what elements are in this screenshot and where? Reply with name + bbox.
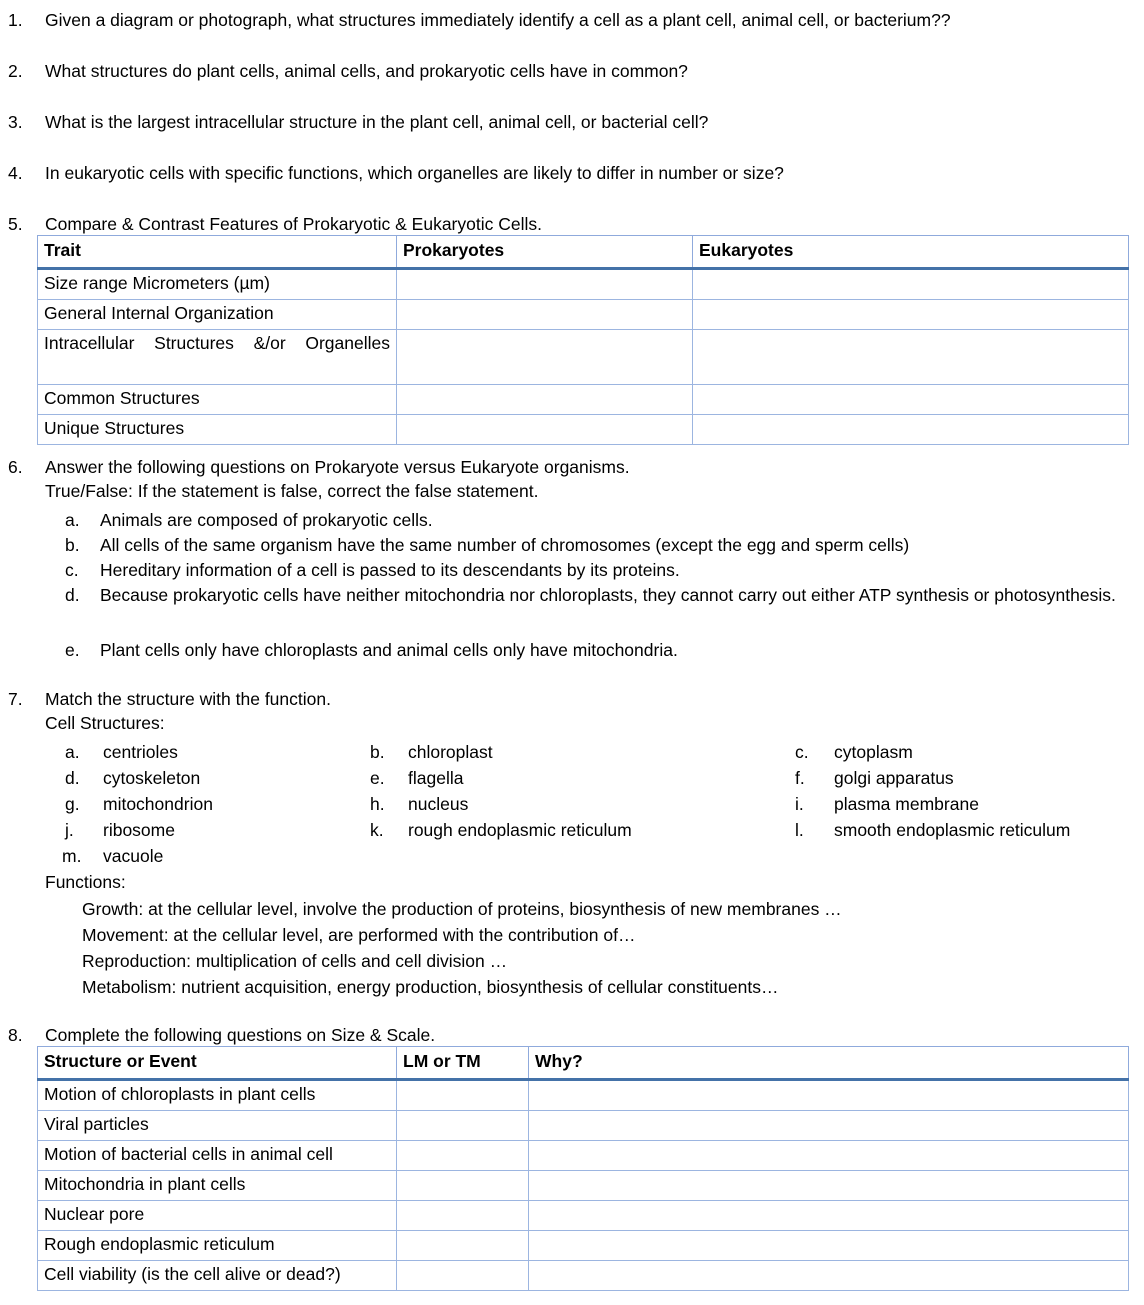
table5-cell-eukaryotes[interactable] [693, 330, 1129, 385]
table8-cell-why[interactable] [529, 1201, 1129, 1231]
function-reproduction: Reproduction: multiplication of cells and cell division … [82, 951, 508, 971]
question-1-number: 1. [8, 10, 23, 30]
item-text: cytoskeleton [103, 768, 201, 788]
table8-cell-lm-or-tm[interactable] [397, 1231, 529, 1261]
table8-cell-structure: Motion of chloroplasts in plant cells [38, 1080, 397, 1111]
table8-cell-lm-or-tm[interactable] [397, 1201, 529, 1231]
function-metabolism: Metabolism: nutrient acquisition, energy production, biosynthesis of cellular constituents… [82, 977, 779, 997]
question-3-number: 3. [8, 112, 23, 132]
function-movement: Movement: at the cellular level, are performed with the contribution of… [82, 925, 636, 945]
table8-cell-lm-or-tm[interactable] [397, 1261, 529, 1291]
table-row [38, 1231, 1129, 1261]
question-5-number: 5. [8, 214, 23, 234]
item-text: Animals are composed of prokaryotic cells. [100, 510, 433, 530]
item-marker: j. [65, 820, 74, 840]
item-text: flagella [408, 768, 464, 788]
item-text: Because prokaryotic cells have neither mitochondria nor chloroplasts, they cannot carry out either ATP synthesis or photosynthesis. [100, 585, 1116, 605]
item-marker: d. [65, 768, 80, 788]
table-row [38, 415, 1129, 445]
table8-cell-why[interactable] [529, 1111, 1129, 1141]
item-marker: a. [65, 742, 80, 762]
item-marker: l. [795, 820, 804, 840]
question-2-number: 2. [8, 61, 23, 81]
table5-cell-eukaryotes[interactable] [693, 269, 1129, 300]
table8-cell-lm-or-tm[interactable] [397, 1080, 529, 1111]
item-text: centrioles [103, 742, 178, 762]
table-row [38, 1261, 1129, 1291]
table-header-row [38, 236, 1129, 269]
item-text: ribosome [103, 820, 175, 840]
item-marker: f. [795, 768, 805, 788]
question-3-text: What is the largest intracellular structure in the plant cell, animal cell, or bacterial cell? [45, 112, 709, 132]
table-row [38, 1080, 1129, 1111]
table5-cell-trait: General Internal Organization [38, 300, 397, 330]
item-text: plasma membrane [834, 794, 979, 814]
table5-cell-prokaryotes[interactable] [397, 269, 693, 300]
table8-cell-lm-or-tm[interactable] [397, 1111, 529, 1141]
table-row [38, 269, 1129, 300]
table-header-row [38, 1047, 1129, 1080]
table5-header-prokaryotes: Prokaryotes [397, 236, 693, 269]
question-8-number: 8. [8, 1025, 23, 1045]
table5-cell-trait: Unique Structures [38, 415, 397, 445]
table-row [38, 1141, 1129, 1171]
cell-structures-label: Cell Structures: [45, 713, 165, 733]
item-marker: c. [65, 560, 79, 580]
item-marker: h. [370, 794, 385, 814]
prokaryote-eukaryote-comparison-table [37, 235, 1129, 445]
table8-cell-why[interactable] [529, 1080, 1129, 1111]
table8-cell-structure: Mitochondria in plant cells [38, 1171, 397, 1201]
item-text: golgi apparatus [834, 768, 954, 788]
table5-cell-prokaryotes[interactable] [397, 330, 693, 385]
table8-cell-why[interactable] [529, 1261, 1129, 1291]
table5-cell-trait: Common Structures [38, 385, 397, 415]
table8-header-lm-or-tm: LM or TM [397, 1047, 529, 1080]
table5-cell-prokaryotes[interactable] [397, 385, 693, 415]
table5-cell-eukaryotes[interactable] [693, 300, 1129, 330]
item-marker: c. [795, 742, 809, 762]
question-4-text: In eukaryotic cells with specific functions, which organelles are likely to differ in number or size? [45, 163, 784, 183]
item-marker: g. [65, 794, 80, 814]
table5-cell-eukaryotes[interactable] [693, 415, 1129, 445]
item-text: smooth endoplasmic reticulum [834, 820, 1071, 840]
item-text: chloroplast [408, 742, 493, 762]
table-row [38, 385, 1129, 415]
table5-cell-prokaryotes[interactable] [397, 300, 693, 330]
question-4-number: 4. [8, 163, 23, 183]
item-marker: b. [65, 535, 80, 555]
item-text: vacuole [103, 846, 164, 866]
item-marker: k. [370, 820, 384, 840]
item-marker: m. [62, 846, 82, 866]
table8-header-why: Why? [529, 1047, 1129, 1080]
item-marker: e. [65, 640, 80, 660]
item-text: Hereditary information of a cell is passed to its descendants by its proteins. [100, 560, 680, 580]
table8-cell-structure: Motion of bacterial cells in animal cell [38, 1141, 397, 1171]
table-row [38, 1171, 1129, 1201]
table-row [38, 1111, 1129, 1141]
table5-cell-eukaryotes[interactable] [693, 385, 1129, 415]
table8-cell-lm-or-tm[interactable] [397, 1171, 529, 1201]
size-and-scale-table [37, 1046, 1129, 1291]
table5-header-trait: Trait [38, 236, 397, 269]
table5-cell-trait: Intracellular Structures &/or Organelles [38, 330, 397, 385]
table5-cell-trait: Size range Micrometers (µm) [38, 269, 397, 300]
item-text: rough endoplasmic reticulum [408, 820, 632, 840]
item-marker: i. [795, 794, 804, 814]
question-1-text: Given a diagram or photograph, what structures immediately identify a cell as a plant cell, animal cell, or bacterium?? [45, 10, 951, 30]
item-text: cytoplasm [834, 742, 913, 762]
table5-header-eukaryotes: Eukaryotes [693, 236, 1129, 269]
item-marker: a. [65, 510, 80, 530]
table8-header-structure: Structure or Event [38, 1047, 397, 1080]
table8-cell-why[interactable] [529, 1141, 1129, 1171]
table8-cell-structure: Viral particles [38, 1111, 397, 1141]
table8-cell-why[interactable] [529, 1171, 1129, 1201]
function-growth: Growth: at the cellular level, involve the production of proteins, biosynthesis of new membranes … [82, 899, 842, 919]
item-text: nucleus [408, 794, 469, 814]
item-marker: b. [370, 742, 385, 762]
question-7-number: 7. [8, 689, 23, 709]
item-marker: e. [370, 768, 385, 788]
table8-cell-lm-or-tm[interactable] [397, 1141, 529, 1171]
question-8-text: Complete the following questions on Size & Scale. [45, 1025, 436, 1045]
table8-cell-structure: Cell viability (is the cell alive or dead?) [38, 1261, 397, 1291]
table-row [38, 1201, 1129, 1231]
question-6-text: Answer the following questions on Prokaryote versus Eukaryote organisms. [45, 457, 630, 477]
table8-cell-structure: Nuclear pore [38, 1201, 397, 1231]
table8-cell-why[interactable] [529, 1231, 1129, 1261]
question-2-text: What structures do plant cells, animal cells, and prokaryotic cells have in common? [45, 61, 688, 81]
question-5-text: Compare & Contrast Features of Prokaryotic & Eukaryotic Cells. [45, 214, 542, 234]
question-7-text: Match the structure with the function. [45, 689, 331, 709]
table-row [38, 330, 1129, 385]
item-text: Plant cells only have chloroplasts and animal cells only have mitochondria. [100, 640, 678, 660]
item-text: mitochondrion [103, 794, 213, 814]
item-marker: d. [65, 585, 80, 605]
table-row [38, 300, 1129, 330]
item-text: All cells of the same organism have the same number of chromosomes (except the egg and sperm cells) [100, 535, 910, 555]
question-6-number: 6. [8, 457, 23, 477]
table5-cell-prokaryotes[interactable] [397, 415, 693, 445]
question-6-subtitle: True/False: If the statement is false, correct the false statement. [45, 481, 539, 501]
functions-label: Functions: [45, 872, 126, 892]
table8-cell-structure: Rough endoplasmic reticulum [38, 1231, 397, 1261]
